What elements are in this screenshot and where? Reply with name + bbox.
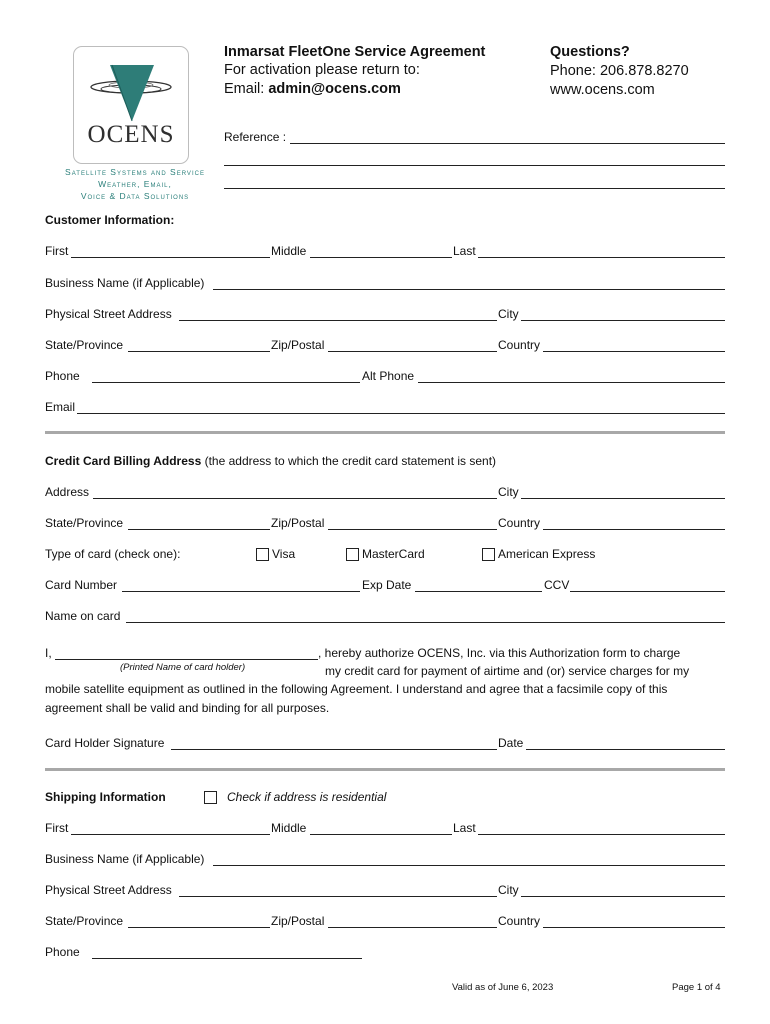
- shipping-country-field[interactable]: [543, 927, 725, 928]
- visa-checkbox[interactable]: [256, 548, 269, 561]
- shipping-business-label: Business Name (if Applicable): [45, 852, 205, 866]
- visa-label: Visa: [272, 547, 296, 561]
- exp-date-field[interactable]: [415, 591, 542, 592]
- customer-state-label: State/Province: [45, 338, 124, 352]
- shipping-city-label: City: [498, 883, 519, 897]
- ocens-logo: [73, 46, 189, 164]
- customer-city-field[interactable]: [521, 320, 725, 321]
- email-value: admin@ocens.com: [268, 81, 401, 97]
- billing-address-field[interactable]: [93, 498, 497, 499]
- logo-tagline-1: Satellite Systems and Service: [65, 167, 205, 177]
- shipping-street-field[interactable]: [179, 896, 497, 897]
- residential-label: Check if address is residential: [227, 790, 387, 804]
- shipping-state-label: State/Province: [45, 914, 124, 928]
- form-title: Inmarsat FleetOne Service Agreement: [224, 44, 486, 60]
- shipping-city-field[interactable]: [521, 896, 725, 897]
- customer-middle-label: Middle: [271, 244, 307, 258]
- customer-street-label: Physical Street Address: [45, 307, 172, 321]
- shipping-phone-label: Phone: [45, 945, 80, 959]
- billing-city-field[interactable]: [521, 498, 725, 499]
- valid-date: Valid as of June 6, 2023: [452, 982, 554, 993]
- reference-field[interactable]: [290, 143, 725, 144]
- printed-name-caption: (Printed Name of card holder): [120, 662, 246, 673]
- billing-state-field[interactable]: [128, 529, 270, 530]
- shipping-zip-label: Zip/Postal: [271, 914, 325, 928]
- return-email: [224, 81, 401, 97]
- shipping-last-field[interactable]: [478, 834, 725, 835]
- customer-phone-label: Phone: [45, 369, 80, 383]
- customer-middle-field[interactable]: [310, 257, 452, 258]
- customer-zip-label: Zip/Postal: [271, 338, 325, 352]
- shipping-business-field[interactable]: [213, 865, 725, 866]
- residential-checkbox[interactable]: [204, 791, 217, 804]
- exp-date-label: Exp Date: [362, 578, 412, 592]
- customer-zip-field[interactable]: [328, 351, 497, 352]
- billing-zip-label: Zip/Postal: [271, 516, 325, 530]
- auth-line-3: mobile satellite equipment as outlined in the following Agreement. I understand and agree that a facsimile copy of this: [45, 682, 668, 696]
- customer-alt-phone-field[interactable]: [418, 382, 725, 383]
- billing-heading: [45, 454, 496, 468]
- billing-city-label: City: [498, 485, 519, 499]
- customer-email-label: Email: [45, 400, 76, 414]
- shipping-middle-field[interactable]: [310, 834, 452, 835]
- section-divider-2: [45, 768, 725, 771]
- shipping-street-label: Physical Street Address: [45, 883, 172, 897]
- name-on-card-field[interactable]: [126, 622, 725, 623]
- logo-wordmark: OCENS: [87, 121, 175, 148]
- billing-heading-note: (the address to which the credit card statement is sent): [201, 454, 497, 468]
- mastercard-checkbox[interactable]: [346, 548, 359, 561]
- reference-label: Reference :: [224, 130, 287, 144]
- customer-country-label: Country: [498, 338, 541, 352]
- auth-line-1: , hereby authorize OCENS, Inc. via this Authorization form to charge: [318, 646, 681, 660]
- billing-country-field[interactable]: [543, 529, 725, 530]
- shipping-zip-field[interactable]: [328, 927, 497, 928]
- page-number: Page 1 of 4: [672, 982, 721, 993]
- auth-line-2: my credit card for payment of airtime and (or) service charges for my: [325, 664, 690, 678]
- name-on-card-label: Name on card: [45, 609, 121, 623]
- ccv-label: CCV: [544, 578, 570, 592]
- printed-name-field[interactable]: [55, 659, 318, 660]
- amex-label: American Express: [498, 547, 596, 561]
- questions-heading: Questions?: [550, 44, 630, 60]
- ccv-field[interactable]: [570, 591, 725, 592]
- reference-field-line-2[interactable]: [224, 165, 725, 166]
- customer-first-field[interactable]: [71, 257, 270, 258]
- logo-tagline-2: Weather, Email,: [98, 179, 172, 189]
- billing-state-label: State/Province: [45, 516, 124, 530]
- customer-state-field[interactable]: [128, 351, 270, 352]
- signature-label: Card Holder Signature: [45, 736, 165, 750]
- signature-field[interactable]: [171, 749, 497, 750]
- customer-phone-field[interactable]: [92, 382, 360, 383]
- shipping-phone-field[interactable]: [92, 958, 362, 959]
- customer-business-field[interactable]: [213, 289, 725, 290]
- customer-last-field[interactable]: [478, 257, 725, 258]
- customer-alt-phone-label: Alt Phone: [362, 369, 415, 383]
- return-instructions: For activation please return to:: [224, 62, 420, 78]
- shipping-heading: Shipping Information: [45, 790, 166, 804]
- shipping-last-label: Last: [453, 821, 476, 835]
- customer-email-field[interactable]: [77, 413, 725, 414]
- billing-zip-field[interactable]: [328, 529, 497, 530]
- shipping-country-label: Country: [498, 914, 541, 928]
- reference-field-line-3[interactable]: [224, 188, 725, 189]
- auth-line-4: agreement shall be valid and binding for all purposes.: [45, 701, 330, 715]
- mastercard-label: MasterCard: [362, 547, 425, 561]
- signature-date-field[interactable]: [526, 749, 725, 750]
- customer-first-label: First: [45, 244, 69, 258]
- signature-date-label: Date: [498, 736, 524, 750]
- card-number-field[interactable]: [122, 591, 360, 592]
- customer-street-field[interactable]: [179, 320, 497, 321]
- billing-heading-title: Credit Card Billing Address: [45, 454, 202, 468]
- customer-business-label: Business Name (if Applicable): [45, 276, 205, 290]
- section-divider-1: [45, 431, 725, 434]
- email-label: Email:: [224, 81, 269, 97]
- card-number-label: Card Number: [45, 578, 118, 592]
- auth-prefix: I,: [45, 646, 52, 660]
- customer-city-label: City: [498, 307, 519, 321]
- customer-last-label: Last: [453, 244, 476, 258]
- amex-checkbox[interactable]: [482, 548, 495, 561]
- logo-tagline-3: Voice & Data Solutions: [80, 191, 190, 201]
- shipping-middle-label: Middle: [271, 821, 307, 835]
- billing-country-label: Country: [498, 516, 541, 530]
- card-type-label: Type of card (check one):: [45, 547, 181, 561]
- shipping-state-field[interactable]: [128, 927, 270, 928]
- billing-address-label: Address: [45, 485, 90, 499]
- customer-country-field[interactable]: [543, 351, 725, 352]
- shipping-first-label: First: [45, 821, 69, 835]
- shipping-first-field[interactable]: [71, 834, 270, 835]
- customer-heading: Customer Information:: [45, 213, 175, 227]
- questions-website: www.ocens.com: [550, 82, 655, 98]
- questions-phone: Phone: 206.878.8270: [550, 63, 689, 79]
